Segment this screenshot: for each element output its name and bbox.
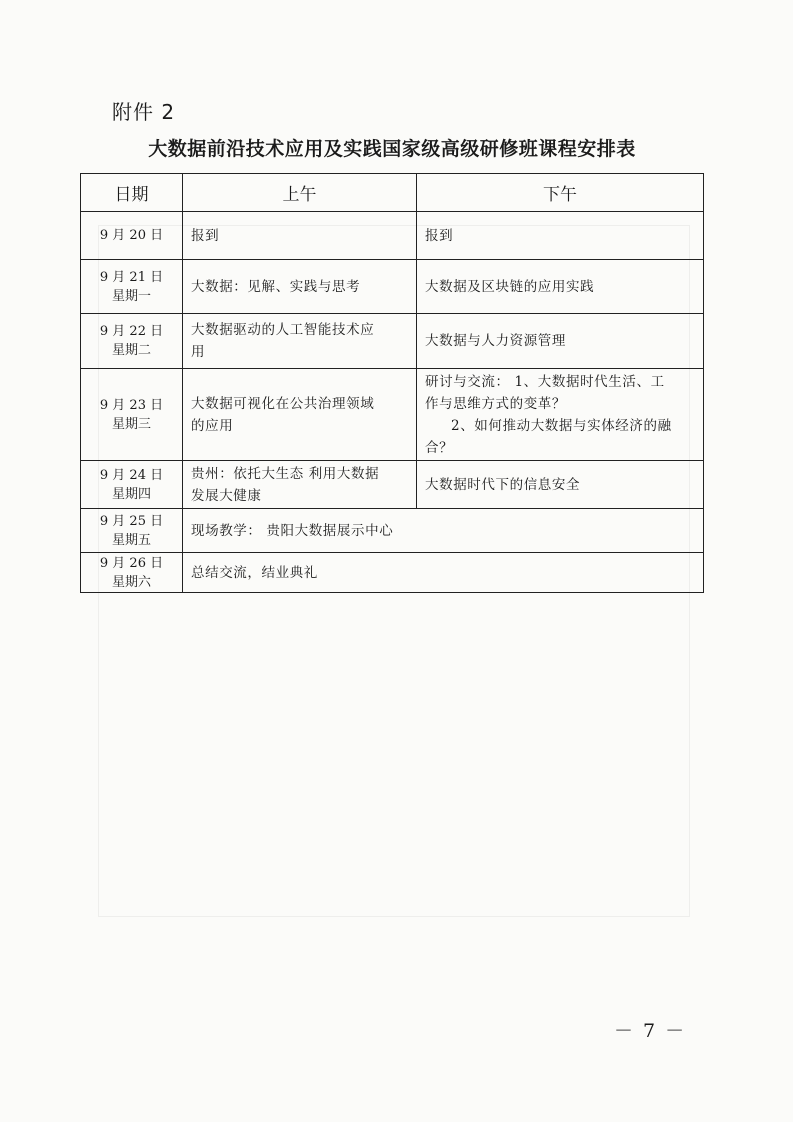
afternoon-cell [417, 212, 704, 260]
full-day-text: 总结交流，结业典礼 [191, 564, 318, 581]
column-header-date: 日期 [81, 174, 183, 212]
morning-cell [183, 369, 417, 461]
date-cell [81, 369, 183, 461]
table-row [81, 369, 704, 461]
column-header-morning: 上午 [183, 174, 417, 212]
date-text: 9 月 21 日 [99, 269, 164, 285]
table-row [81, 314, 704, 369]
column-header-afternoon: 下午 [417, 174, 704, 212]
afternoon-cell [417, 461, 704, 509]
weekday-text: 星期三 [111, 416, 151, 432]
page-number: － 7 － [614, 1020, 687, 1042]
morning-text: 大数据：见解、实践与思考 [191, 278, 361, 295]
attachment-label: 附件 2 [112, 100, 176, 124]
date-cell [81, 461, 183, 509]
afternoon-cell [417, 314, 704, 369]
afternoon-text: 大数据与人力资源管理 [425, 333, 566, 349]
table-row [81, 509, 704, 553]
document-title: 大数据前沿技术应用及实践国家级高级研修班课程安排表 [148, 138, 636, 160]
date-cell [81, 314, 183, 369]
table-row [81, 212, 704, 260]
afternoon-text: 2、如何推动大数据与实体经济的融 [451, 417, 672, 434]
table-row [81, 461, 704, 509]
date-text: 9 月 25 日 [99, 513, 164, 529]
date-text: 9 月 23 日 [99, 397, 164, 413]
date-text: 9 月 22 日 [99, 324, 164, 339]
afternoon-cell [417, 369, 704, 461]
date-text: 9 月 20 日 [99, 228, 164, 243]
morning-text: 大数据可视化在公共治理领域 [191, 395, 375, 412]
afternoon-text: 研讨与交流： 1、大数据时代生活、工 [425, 373, 665, 390]
table-row [81, 260, 704, 314]
morning-cell [183, 260, 417, 314]
full-day-cell [183, 553, 704, 593]
afternoon-text: 报到 [425, 227, 454, 244]
morning-cell [183, 461, 417, 509]
weekday-text: 星期二 [111, 343, 151, 358]
full-day-cell [183, 509, 704, 553]
morning-cell [183, 212, 417, 260]
date-text: 9 月 26 日 [99, 555, 164, 571]
afternoon-text: 合？ [425, 439, 454, 456]
afternoon-text: 大数据时代下的信息安全 [425, 476, 581, 493]
morning-text: 大数据驱动的人工智能技术应 [191, 322, 375, 338]
weekday-text: 星期一 [111, 288, 151, 304]
weekday-text: 星期六 [111, 574, 151, 590]
date-cell [81, 260, 183, 314]
date-cell [81, 212, 183, 260]
full-day-text: 现场教学： 贵阳大数据展示中心 [191, 522, 394, 539]
table-header-row [81, 174, 704, 212]
morning-text: 的应用 [191, 417, 234, 434]
date-cell [81, 509, 183, 553]
morning-cell [183, 314, 417, 369]
date-cell [81, 553, 183, 593]
morning-text: 发展大健康 [191, 487, 262, 504]
morning-text: 用 [191, 344, 206, 360]
weekday-text: 星期五 [111, 532, 151, 548]
date-text: 9 月 24 日 [99, 467, 164, 483]
morning-text: 贵州：依托大生态 利用大数据 [191, 465, 380, 482]
afternoon-text: 作与思维方式的变革？ [425, 395, 566, 412]
morning-text: 报到 [191, 227, 220, 244]
course-schedule-table [80, 173, 704, 593]
table-row [81, 553, 704, 593]
afternoon-cell [417, 260, 704, 314]
afternoon-text: 大数据及区块链的应用实践 [425, 278, 595, 295]
weekday-text: 星期四 [111, 486, 151, 502]
